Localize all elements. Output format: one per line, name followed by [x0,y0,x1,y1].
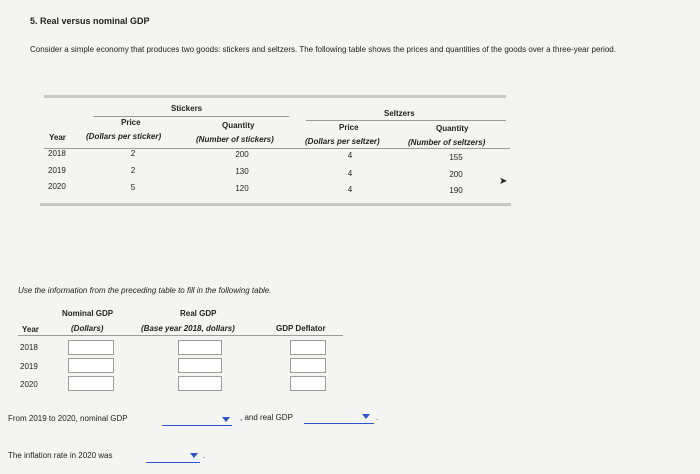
table-row-year: 2018 [48,149,66,158]
real-gdp-unit: (Base year 2018, dollars) [141,324,235,333]
dropdown-underline [304,423,374,424]
intro-text: Consider a simple economy that produces two goods: stickers and seltzers. The following table shows the prices and quantities of the goods over a three-year period. [30,45,616,54]
real-gdp-question: , and real GDP [240,413,293,422]
sticker-price-header: Price [121,118,141,127]
gdp-header-rule [18,335,343,336]
instruction-text: Use the information from the preceding table to fill in the following table. [18,286,272,295]
table-cell-seltzer-price: 4 [347,169,353,178]
table-cell-sticker-qty: 120 [235,184,249,193]
table-cell-sticker-price: 2 [130,149,136,158]
table-cell-sticker-qty: 200 [235,150,249,159]
gdp-deflator-2020-input[interactable] [290,376,326,391]
nominal-gdp-unit: (Dollars) [71,324,104,333]
mouse-cursor-icon: ➤ [499,176,508,187]
dropdown-underline [146,462,200,463]
real-gdp-2019-input[interactable] [178,358,222,373]
seltzer-price-unit: (Dollars per seltzer) [305,137,380,146]
sticker-qty-header: Quantity [222,121,255,130]
sticker-qty-unit: (Number of stickers) [196,135,274,144]
seltzer-qty-unit: (Number of seltzers) [408,138,486,147]
nominal-gdp-question: From 2019 to 2020, nominal GDP [8,414,128,423]
nominal-gdp-header: Nominal GDP [62,309,114,318]
stickers-group-header: Stickers [171,104,203,113]
period-mark: . [203,451,206,460]
gdp-deflator-2019-input[interactable] [290,358,326,373]
real-gdp-2018-input[interactable] [178,340,222,355]
table-row-year: 2019 [48,166,66,175]
table-cell-seltzer-qty: 155 [449,153,463,162]
period-mark: . [376,413,379,422]
nominal-gdp-2020-input[interactable] [68,376,114,391]
table-row-year: 2020 [48,182,66,191]
chevron-down-icon [190,453,198,458]
dropdown-underline [162,425,232,426]
gdp-row-year: 2019 [20,362,38,371]
seltzers-group-header: Seltzers [384,109,415,118]
table-top-rule [44,95,506,98]
seltzers-group-rule [306,120,506,121]
gdp-row-year: 2020 [20,380,38,389]
table-cell-seltzer-qty: 190 [449,186,463,195]
chevron-down-icon [222,417,230,422]
table-cell-seltzer-price: 4 [347,185,353,194]
stickers-group-rule [93,116,289,117]
table-cell-seltzer-qty: 200 [449,170,463,179]
table-cell-sticker-qty: 130 [235,167,249,176]
real-gdp-2020-input[interactable] [178,376,222,391]
year-header: Year [49,133,66,142]
gdp-deflator-header: GDP Deflator [276,324,326,333]
table-cell-seltzer-price: 4 [347,151,353,160]
gdp-deflator-2018-input[interactable] [290,340,326,355]
inflation-question: The inflation rate in 2020 was [8,451,113,460]
table-cell-sticker-price: 2 [130,166,136,175]
gdp-row-year: 2018 [20,343,38,352]
section-title: 5. Real versus nominal GDP [30,16,150,26]
seltzer-qty-header: Quantity [436,124,469,133]
sticker-price-unit: (Dollars per sticker) [86,132,162,141]
nominal-gdp-2018-input[interactable] [68,340,114,355]
table-cell-sticker-price: 5 [130,183,136,192]
gdp-year-header: Year [22,325,39,334]
nominal-gdp-2019-input[interactable] [68,358,114,373]
real-gdp-header: Real GDP [180,309,217,318]
chevron-down-icon [362,414,370,419]
seltzer-price-header: Price [339,123,359,132]
table-bottom-rule [40,203,511,206]
